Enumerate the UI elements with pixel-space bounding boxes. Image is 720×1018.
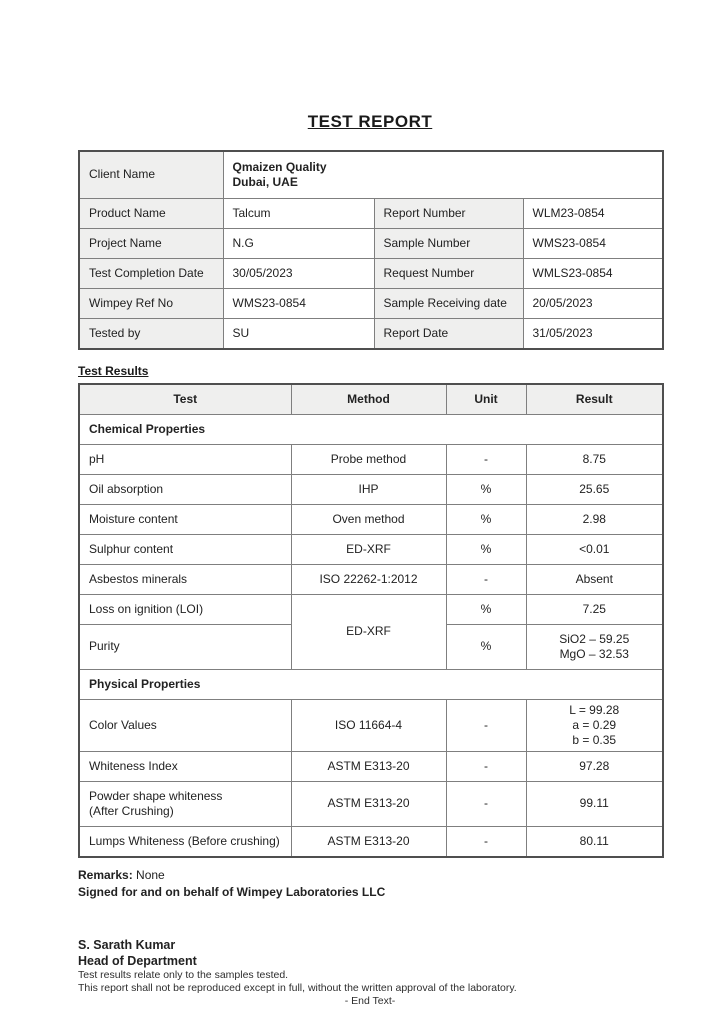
test-results-heading: Test Results xyxy=(78,363,149,378)
info-label-cell: Wimpey Ref No xyxy=(79,288,223,318)
info-label-cell: Report Date xyxy=(374,318,523,349)
info-value-cell: WMS23-0854 xyxy=(523,228,663,258)
color-result-line3: b = 0.35 xyxy=(572,732,617,747)
footer xyxy=(78,867,662,1008)
result-cell: 2.98 xyxy=(526,504,663,534)
unit-cell: - xyxy=(446,826,526,857)
unit-cell: % xyxy=(446,474,526,504)
info-value-cell: N.G xyxy=(223,228,374,258)
powder-test-line2: (After Crushing) xyxy=(89,803,174,818)
method-cell: ASTM E313-20 xyxy=(291,751,446,781)
remarks-value: None xyxy=(136,867,165,882)
test-cell: Loss on ignition (LOI) xyxy=(79,594,291,624)
remarks-line xyxy=(78,867,662,884)
color-result-line2: a = 0.29 xyxy=(572,717,617,732)
info-label-cell: Product Name xyxy=(79,198,223,228)
result-row xyxy=(79,751,663,781)
info-label-cell: Request Number xyxy=(374,258,523,288)
result-row xyxy=(79,534,663,564)
test-cell: Color Values xyxy=(79,699,291,751)
result-cell xyxy=(526,624,663,669)
test-cell: Whiteness Index xyxy=(79,751,291,781)
info-value-cell: WMLS23-0854 xyxy=(523,258,663,288)
result-cell: Absent xyxy=(526,564,663,594)
result-row xyxy=(79,474,663,504)
test-cell: Purity xyxy=(79,624,291,669)
info-label-cell: Report Number xyxy=(374,198,523,228)
client-name-line2: Dubai, UAE xyxy=(232,174,298,189)
result-row xyxy=(79,504,663,534)
info-row-client xyxy=(79,151,663,198)
info-value-cell: 31/05/2023 xyxy=(523,318,663,349)
method-cell: ASTM E313-20 xyxy=(291,826,446,857)
result-row xyxy=(79,444,663,474)
method-cell: ISO 11664-4 xyxy=(291,699,446,751)
column-header-result: Result xyxy=(526,384,663,415)
client-name-line1: Qmaizen Quality xyxy=(232,159,327,174)
disclaimer-note-1: Test results relate only to the samples tested. xyxy=(78,968,289,981)
column-header-method: Method xyxy=(291,384,446,415)
result-cell: 97.28 xyxy=(526,751,663,781)
result-cell: <0.01 xyxy=(526,534,663,564)
physical-properties-section-label: Physical Properties xyxy=(79,669,663,699)
info-value-cell: WLM23-0854 xyxy=(523,198,663,228)
result-cell: 80.11 xyxy=(526,826,663,857)
color-result-line1: L = 99.28 xyxy=(569,702,620,717)
disclaimer-note-2: This report shall not be reproduced except in full, without the written approval of the laboratory. xyxy=(78,981,517,994)
result-cell: 99.11 xyxy=(526,781,663,826)
test-cell: pH xyxy=(79,444,291,474)
info-table xyxy=(78,150,664,350)
info-label-cell: Tested by xyxy=(79,318,223,349)
unit-cell: - xyxy=(446,444,526,474)
result-cell: 7.25 xyxy=(526,594,663,624)
test-cell: Moisture content xyxy=(79,504,291,534)
page-title: TEST REPORT xyxy=(307,112,433,131)
info-label-cell: Sample Number xyxy=(374,228,523,258)
signatory-title: Head of Department xyxy=(78,953,197,968)
test-cell xyxy=(79,781,291,826)
signatory-block xyxy=(78,937,662,1008)
info-row xyxy=(79,228,663,258)
result-row-powder xyxy=(79,781,663,826)
result-row xyxy=(79,826,663,857)
purity-result-line2: MgO – 32.53 xyxy=(559,646,629,661)
unit-cell: % xyxy=(446,624,526,669)
unit-cell: - xyxy=(446,781,526,826)
info-row xyxy=(79,258,663,288)
section-header-row xyxy=(79,414,663,444)
info-value-cell: WMS23-0854 xyxy=(223,288,374,318)
info-value-cell: 30/05/2023 xyxy=(223,258,374,288)
test-cell: Sulphur content xyxy=(79,534,291,564)
chemical-properties-section-label: Chemical Properties xyxy=(79,414,663,444)
unit-cell: - xyxy=(446,699,526,751)
unit-cell: % xyxy=(446,534,526,564)
result-row-loi xyxy=(79,594,663,624)
signatory-name: S. Sarath Kumar xyxy=(78,937,176,952)
column-header-test: Test xyxy=(79,384,291,415)
result-row xyxy=(79,564,663,594)
method-cell: ASTM E313-20 xyxy=(291,781,446,826)
unit-cell: % xyxy=(446,504,526,534)
unit-cell: - xyxy=(446,751,526,781)
info-row xyxy=(79,198,663,228)
test-cell: Oil absorption xyxy=(79,474,291,504)
signed-line: Signed for and on behalf of Wimpey Laboratories LLC xyxy=(78,884,386,899)
info-label-cell: Sample Receiving date xyxy=(374,288,523,318)
result-cell xyxy=(526,699,663,751)
method-cell: ISO 22262-1:2012 xyxy=(291,564,446,594)
result-row-color-values xyxy=(79,699,663,751)
purity-result-line1: SiO2 – 59.25 xyxy=(559,631,630,646)
column-header-unit: Unit xyxy=(446,384,526,415)
results-header-row xyxy=(79,384,663,415)
end-text: - End Text- xyxy=(344,994,396,1007)
info-row xyxy=(79,288,663,318)
method-cell: IHP xyxy=(291,474,446,504)
info-value-cell: 20/05/2023 xyxy=(523,288,663,318)
result-cell: 25.65 xyxy=(526,474,663,504)
info-value-cell: Talcum xyxy=(223,198,374,228)
method-cell-shared: ED-XRF xyxy=(291,594,446,669)
method-cell: ED-XRF xyxy=(291,534,446,564)
powder-test-line1: Powder shape whiteness xyxy=(89,788,223,803)
unit-cell: - xyxy=(446,564,526,594)
results-table xyxy=(78,383,664,858)
section-header-row xyxy=(79,669,663,699)
unit-cell: % xyxy=(446,594,526,624)
client-name-label: Client Name xyxy=(79,151,223,198)
method-cell: Probe method xyxy=(291,444,446,474)
client-name-value xyxy=(223,151,663,198)
remarks-label: Remarks: xyxy=(78,867,133,882)
info-label-cell: Project Name xyxy=(79,228,223,258)
info-value-cell: SU xyxy=(223,318,374,349)
method-cell: Oven method xyxy=(291,504,446,534)
result-cell: 8.75 xyxy=(526,444,663,474)
info-label-cell: Test Completion Date xyxy=(79,258,223,288)
test-cell: Lumps Whiteness (Before crushing) xyxy=(79,826,291,857)
test-cell: Asbestos minerals xyxy=(79,564,291,594)
info-row xyxy=(79,318,663,349)
